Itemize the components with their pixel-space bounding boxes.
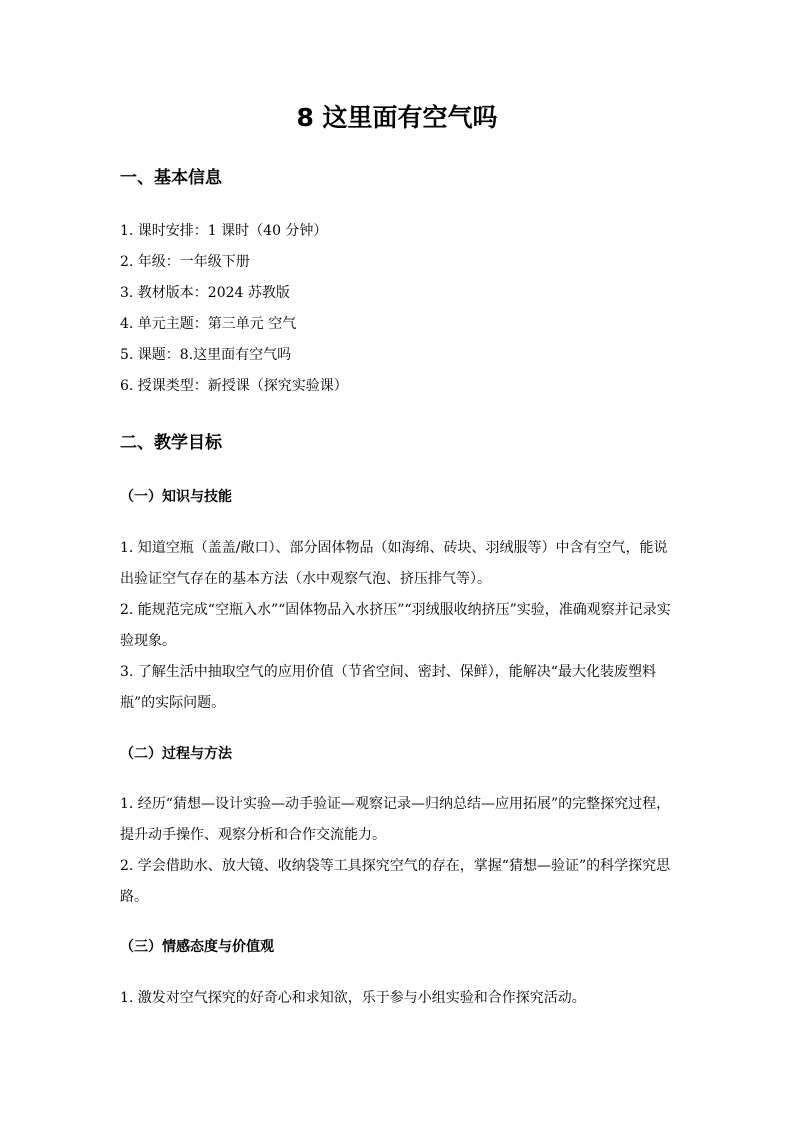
paragraph: 3. 了解生活中抽取空气的应用价值（节省空间、密封、保鲜），能解决“最大化装废塑料瓶”的实际问题。 <box>120 664 656 711</box>
subheading-attitude-values: （三）情感态度与价值观 <box>120 939 274 955</box>
list-item: 4. 单元主题：第三单元 空气 <box>120 316 297 332</box>
paragraph: 1. 知道空瓶（盖盖/敞口）、部分固体物品（如海绵、砖块、羽绒服等）中含有空气，能说出验证空气存在的基本方法（水中观察气泡、挤压排气等）。 <box>120 540 668 587</box>
list-item: 5. 课题：8.这里面有空气吗 <box>120 347 292 363</box>
basic-info-list <box>120 221 680 407</box>
paragraph: 2. 学会借助水、放大镜、收纳袋等工具探究空气的存在，掌握“猜想—验证”的科学探究思路。 <box>120 858 671 905</box>
subheading-process-methods: （二）过程与方法 <box>120 746 232 762</box>
section-heading-basic-info: 一、基本信息 <box>120 168 222 188</box>
list-item: 2. 年级：一年级下册 <box>120 254 250 270</box>
attitude-values-paragraphs <box>120 983 680 1014</box>
document-title: 8 这里面有空气吗 <box>296 103 498 132</box>
paragraph: 1. 激发对空气探究的好奇心和求知欲，乐于参与小组实验和合作探究活动。 <box>120 990 586 1006</box>
knowledge-skills-paragraphs <box>120 533 680 719</box>
subheading-knowledge-skills: （一）知识与技能 <box>120 489 232 505</box>
list-item: 6. 授课类型：新授课（探究实验课） <box>120 378 348 394</box>
list-item: 1. 课时安排：1 课时（40 分钟） <box>120 223 328 239</box>
process-methods-paragraphs <box>120 789 680 913</box>
section-heading-teaching-goals: 二、教学目标 <box>120 433 222 453</box>
paragraph: 2. 能规范完成“空瓶入水”“固体物品入水挤压”“羽绒服收纳挤压”实验，准确观察并记录实验现象。 <box>120 602 671 649</box>
list-item: 3. 教材版本：2024 苏教版 <box>120 285 290 301</box>
paragraph: 1. 经历“猜想—设计实验—动手验证—观察记录—归纳总结—应用拓展”的完整探究过程，提升动手操作、观察分析和合作交流能力。 <box>120 796 671 843</box>
